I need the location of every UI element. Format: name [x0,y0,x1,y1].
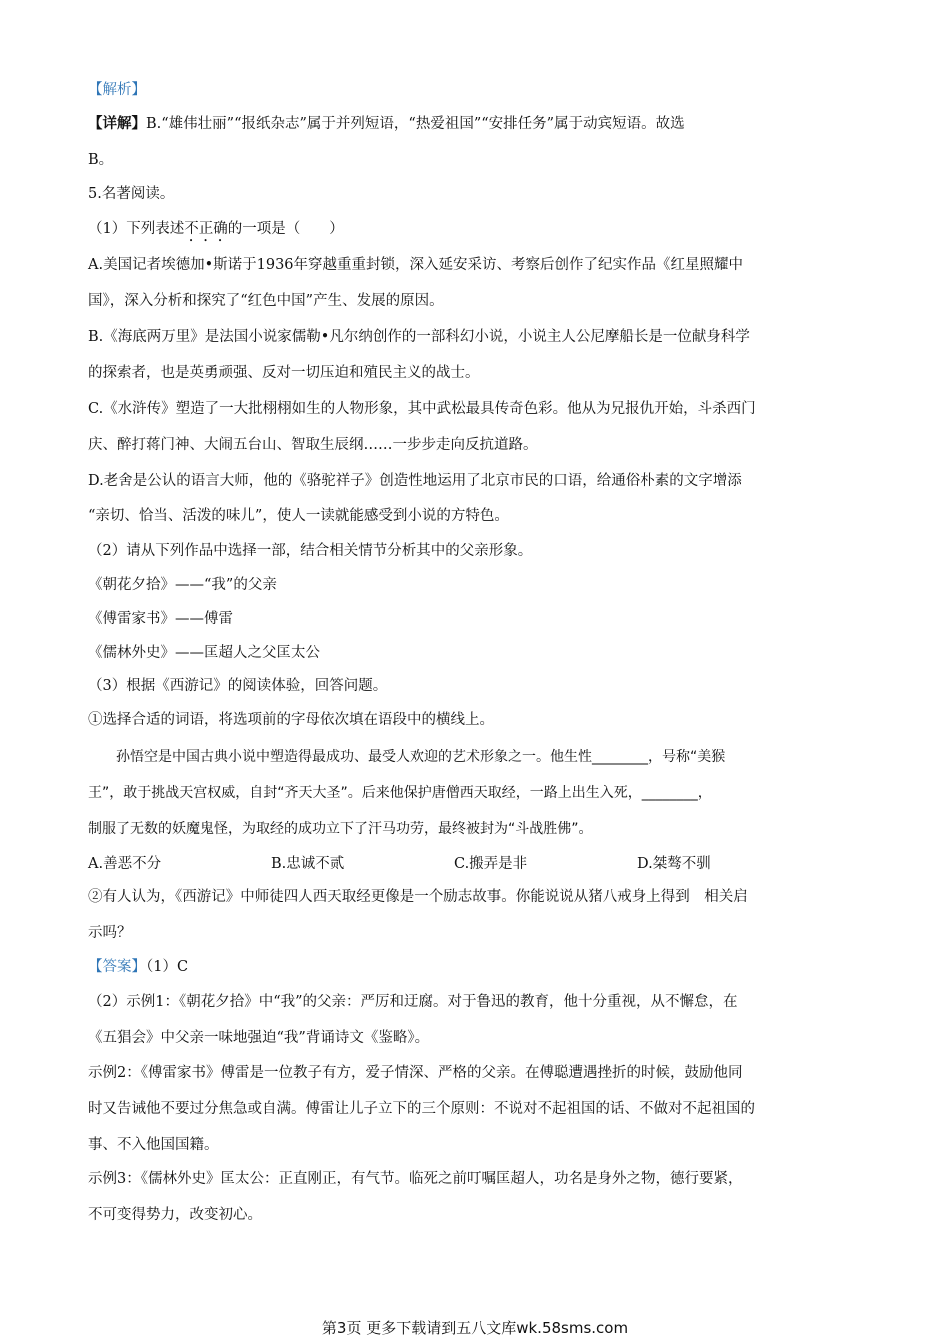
answer-line-7: 不可变得势力，改变初心。 [88,1207,262,1223]
answer-line-3: 示例2：《傅雷家书》傅雷是一位教子有方，爱子情深、严格的父亲。在傅聪遭遇挫折的时候，鼓励他同 [88,1065,743,1081]
passage-line-3: 制服了无数的妖魔鬼怪，为取经的成功立下了汗马功劳，最终被封为“斗战胜佛”。 [88,821,593,837]
q5-sub3: （3）根据《西游记》的阅读体验，回答问题。 [88,678,388,694]
answer-label: 【答案】 [88,959,146,975]
option-b-line-1: B.《海底两万里》是法国小说家儒勒•凡尔纳创作的一部科幻小说，小说主人公尼摩船长是一位献身科学 [88,329,750,345]
page-footer: 第3页 更多下载请到五八文库wk.58sms.com [321,1319,629,1337]
analysis-label: 【解析】 [88,82,146,98]
work-item: 《儒林外史》——匡超人之父匡太公 [88,645,320,661]
answer-line-1: （2）示例1：《朝花夕拾》中“我”的父亲：严厉和迂腐。对于鲁迅的教育，他十分重视，从不懈怠，在 [88,994,738,1010]
passage-line-1: 孙悟空是中国古典小说中塑造得最成功、最受人欢迎的艺术形象之一。他生性________，号称“美猴 [116,749,726,765]
option-d-line-2: “亲切、恰当、活泼的味儿”，使人一读就能感受到小说的方特色。 [88,508,509,524]
detail-line-1 [88,114,685,134]
q5-sub1-emphasis: 不正确 [184,221,228,237]
q5-sub3-part2-line-2: 示吗？ [88,925,132,941]
option-c-line-2: 庆、醉打蒋门神、大闹五台山、智取生辰纲……一步步走向反抗道路。 [88,437,538,453]
choice-c: C.搬弄是非 [454,856,528,872]
q5-sub1 [88,219,344,245]
q5-sub1-suffix: 的一项是（ ） [227,221,344,237]
choice-d: D.桀骜不驯 [637,856,711,872]
q5-sub2: （2）请从下列作品中选择一部，结合相关情节分析其中的父亲形象。 [88,543,533,559]
q5-sub1-prefix: （1）下列表述 [88,221,185,237]
q5-sub3-part1: ①选择合适的词语，将选项前的字母依次填在语段中的横线上。 [88,712,494,728]
work-item: 《朝花夕拾》——“我”的父亲 [88,577,277,593]
option-c-line-1: C.《水浒传》塑造了一大批栩栩如生的人物形象，其中武松最具传奇色彩。他从为兄报仇开始，斗杀西门 [88,401,756,417]
choice-b: B.忠诚不贰 [271,856,345,872]
answer-line-2: 《五猖会》中父亲一味地强迫“我”背诵诗文《鉴略》。 [88,1030,430,1046]
answer-line-5: 事、不入他国国籍。 [88,1137,219,1153]
option-d-line-1: D.老舍是公认的语言大师，他的《骆驼祥子》创造性地运用了北京市民的口语，给通俗朴素的文字增添 [88,473,742,489]
work-item: 《傅雷家书》——傅雷 [88,611,233,627]
choice-a: A.善恶不分 [88,856,162,872]
q5-sub3-part2-line-1: ②有人认为，《西游记》中师徒四人西天取经更像是一个励志故事。你能说说从猪八戒身上得到 相关启 [88,889,748,905]
option-b-line-2: 的探索者，也是英勇顽强、反对一切压迫和殖民主义的战士。 [88,365,480,381]
question-5-title: 5.名著阅读。 [88,186,175,202]
detail-label: 【详解】 [88,115,146,132]
detail-text-1: B.“雄伟壮丽”“报纸杂志”属于并列短语，“热爱祖国”“安排任务”属于动宾短语。故选 [146,116,685,132]
choices-row [88,854,863,874]
detail-line-2: B。 [88,152,114,168]
option-a-line-2: 国》，深入分析和探究了“红色中国”产生、发展的原因。 [88,293,444,309]
answer-line-4: 时又告诫他不要过分焦急或自满。傅雷让儿子立下的三个原则：不说对不起祖国的话、不做对不起祖国的 [88,1101,755,1117]
answer-text: （1）C [146,959,189,975]
passage-line-2: 王”，敢于挑战天宫权威，自封“齐天大圣”。后来他保护唐僧西天取经，一路上出生入死，________， [88,785,712,801]
answer-line-6: 示例3：《儒林外史》匡太公：正直刚正，有气节。临死之前叮嘱匡超人，功名是身外之物，德行要紧， [88,1171,743,1187]
option-a-line-1: A.美国记者埃德加•斯诺于1936年穿越重重封锁，深入延安采访、考察后创作了纪实作品《红星照耀中 [88,257,744,273]
answer-line [88,957,188,977]
